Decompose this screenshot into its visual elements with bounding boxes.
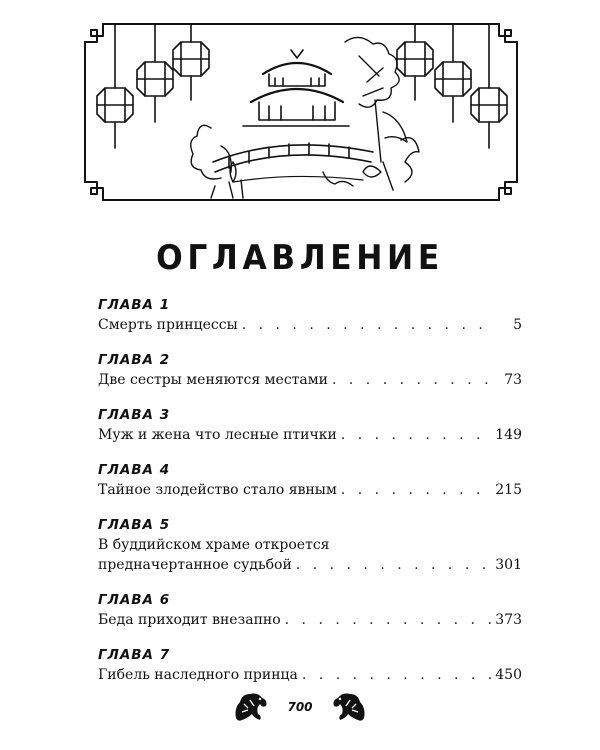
dot-leader: [296, 555, 491, 575]
chapter-title: Муж и жена что лесные птички: [98, 427, 337, 443]
chapter-title-line-1: В буддийском храме откроется: [98, 537, 330, 553]
dot-leader: [302, 665, 491, 685]
page-title: ОГЛАВЛЕНИЕ: [156, 238, 444, 278]
page-number: 73: [504, 372, 522, 388]
chapter-label: ГЛАВА 3: [98, 407, 171, 423]
toc-chapter-7[interactable]: [98, 646, 522, 696]
toc-entry[interactable]: [98, 480, 522, 500]
chapter-title: Беда приходит внезапно: [98, 612, 281, 628]
dot-leader: [341, 480, 491, 500]
page-number-footer: 700: [287, 700, 313, 714]
toc-chapter-2[interactable]: [98, 351, 522, 406]
lantern-icon: [435, 24, 471, 122]
pagoda-icon: [243, 50, 349, 126]
chapter-label: ГЛАВА 4: [98, 462, 171, 478]
tiger-icon: [232, 690, 270, 722]
toc-chapter-3[interactable]: [98, 406, 522, 461]
lantern-icon: [137, 24, 173, 122]
chapter-title: Смерть принцессы: [98, 317, 238, 333]
lantern-icon: [471, 24, 507, 148]
chapter-label: ГЛАВА 5: [98, 517, 171, 533]
page-number: 215: [495, 482, 522, 498]
toc-entry[interactable]: [98, 555, 522, 575]
page-footer: [0, 690, 600, 730]
chapter-title: Две сестры меняются местами: [98, 372, 328, 388]
chapter-label: ГЛАВА 2: [98, 352, 171, 368]
toc-chapter-5[interactable]: [98, 516, 522, 591]
dot-leader: [341, 425, 491, 445]
header-illustration: [83, 22, 519, 202]
page-number: 5: [513, 317, 522, 333]
lantern-icon: [397, 24, 433, 100]
page-number: 450: [495, 667, 522, 683]
chapter-label: ГЛАВА 1: [98, 297, 171, 313]
page-number: 373: [495, 612, 522, 628]
toc-entry[interactable]: [98, 315, 522, 335]
page-number: 149: [495, 427, 522, 443]
tiger-icon: [330, 690, 368, 722]
dot-leader: [332, 370, 492, 390]
chapter-title: Тайное злодейство стало явным: [98, 482, 337, 498]
toc-entry[interactable]: [98, 370, 522, 390]
chapter-title: предначертанное судьбой: [98, 557, 292, 573]
dot-leader: [285, 610, 492, 630]
toc-entry[interactable]: [98, 425, 522, 445]
lantern-icon: [173, 24, 209, 100]
chapter-title: Гибель наследного принца: [98, 667, 298, 683]
toc-entry[interactable]: [98, 665, 522, 685]
toc-chapter-6[interactable]: [98, 591, 522, 646]
toc-chapter-4[interactable]: [98, 461, 522, 516]
bridge-icon: [213, 143, 373, 182]
dot-leader: [242, 315, 492, 335]
chapter-label: ГЛАВА 6: [98, 592, 171, 608]
chapter-label: ГЛАВА 7: [98, 647, 171, 663]
toc-entry[interactable]: [98, 610, 522, 630]
tree-foliage-icon: [191, 37, 419, 198]
toc-chapter-1[interactable]: [98, 296, 522, 351]
lantern-icon: [97, 24, 133, 148]
page-number: 301: [495, 557, 522, 573]
table-of-contents: [98, 296, 522, 696]
